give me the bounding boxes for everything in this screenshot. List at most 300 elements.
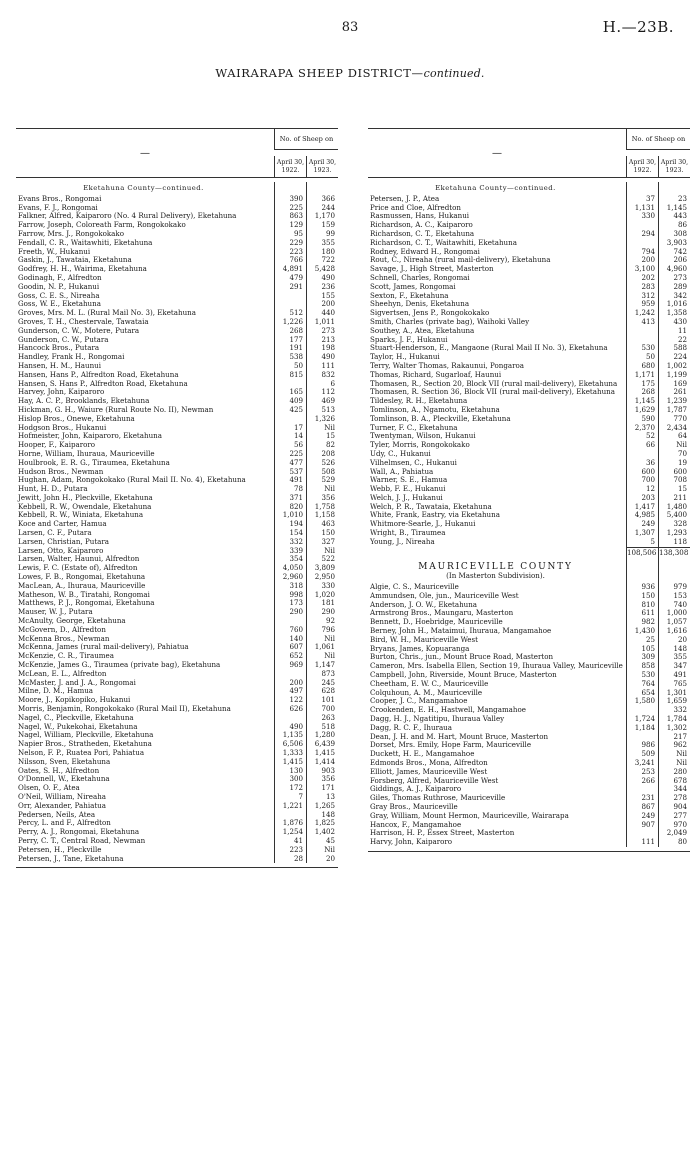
header-blank: — (492, 147, 502, 159)
owner-name: Dorset, Mrs. Emily, Hope Farm, Mauriceville (370, 740, 532, 750)
sheep-1923: 327 (306, 538, 338, 547)
sheep-1922: 173 (274, 599, 306, 608)
sheep-1923: 440 (306, 309, 338, 318)
sheep-1923: 208 (306, 450, 338, 459)
owner-name: Dean, J. H. and M. Hart, Mount Bruce, Masterton (370, 731, 549, 741)
sheep-1923: 217 (658, 733, 690, 742)
sheep-1922: 140 (274, 635, 306, 644)
header-group: No. of Sheep on (274, 129, 338, 150)
sheep-1922: 986 (626, 741, 658, 750)
sheep-1922: 253 (626, 768, 658, 777)
sheep-1922: 1,171 (626, 371, 658, 380)
sheep-1922: 36 (626, 459, 658, 468)
sheep-1922: 177 (274, 336, 306, 345)
owner-name: Gaskin, J., Tawataia, Eketahuna (18, 255, 132, 265)
owner-name: Bird, W. H., Mauriceville West (370, 634, 478, 644)
report-id: H.—23B. (602, 18, 674, 36)
sheep-1923: Nil (306, 846, 338, 855)
owner-name: Morris, Benjamin, Rongokokako (Rural Mail II), Eketahuna (18, 704, 231, 714)
owner-name: Hislop Bros., Onewe, Eketahuna (18, 413, 135, 423)
sheep-1922: 858 (626, 662, 658, 671)
header-col-1923: April 30, 1923. (658, 156, 690, 177)
page-number: 83 (341, 20, 359, 35)
owner-name: Groves, Mrs. M. L. (Rural Mail No. 3), Eketahuna (18, 308, 196, 318)
owner-name: Smith, Charles (private bag), Waihoki Valley (370, 316, 530, 326)
sheep-1923: 600 (658, 468, 690, 477)
owner-name: Hughan, Adam, Rongokokako (Rural Mail II. No. 4), Eketahuna (18, 475, 246, 485)
owner-name: Hay, A. C. P., Brooklands, Eketahuna (18, 396, 150, 406)
owner-name: Anderson, J. O. W., Eketahuna (370, 599, 478, 609)
sheep-1923: 155 (306, 292, 338, 301)
sheep-1922: 680 (626, 362, 658, 371)
owner-name: Koce and Carter, Hamua (18, 519, 107, 529)
sheep-1923: 903 (306, 767, 338, 776)
sheep-1922: 150 (626, 592, 658, 601)
sheep-1922: 794 (626, 248, 658, 257)
sheep-1923: 5,428 (306, 265, 338, 274)
sheep-1923: 765 (658, 680, 690, 689)
sheep-1923: 92 (306, 617, 338, 626)
sheep-1922: 1,131 (626, 204, 658, 213)
owner-name: Warner, S. E., Hamua (370, 475, 448, 485)
owner-name: Gray Bros., Mauriceville (370, 801, 458, 811)
sheep-1923: 101 (306, 696, 338, 705)
sheep-1922: 1,876 (274, 819, 306, 828)
owner-name: Colquhoun, A. M., Mauriceville (370, 687, 483, 697)
sheep-1922: 172 (274, 784, 306, 793)
sheep-1923: 171 (306, 784, 338, 793)
sheep-1923: 469 (306, 397, 338, 406)
sheep-1923: 5,400 (658, 511, 690, 520)
sheep-1922: 1,254 (274, 828, 306, 837)
sheep-1923: 1,280 (306, 731, 338, 740)
sheep-1922: 332 (274, 538, 306, 547)
owner-name: Evans, F. J., Rongomai (18, 202, 98, 212)
sheep-1922: 225 (274, 450, 306, 459)
owner-name: Cheetham, E. W. C., Mauriceville (370, 678, 489, 688)
owner-name: White, Frank, Eastry, via Eketahuna (370, 510, 500, 520)
owner-name: Sexton, F., Eketahuna (370, 290, 449, 300)
owner-name: Harrison, H. P., Essex Street, Masterton (370, 828, 515, 838)
owner-name: Savage, J., High Street, Masterton (370, 264, 494, 274)
sheep-1922: 390 (274, 195, 306, 204)
owner-name: Fendall, C. R., Waitawhiti, Eketahuna (18, 237, 153, 247)
owner-name: MAURICEVILLE COUNTY (418, 562, 573, 573)
owner-name: Godinagh, F., Alfredton (18, 272, 102, 282)
sheep-1923: 678 (658, 777, 690, 786)
sheep-1923: 356 (306, 494, 338, 503)
owner-name: Freeth, W., Hukanui (18, 246, 91, 256)
sheep-1922 (626, 557, 658, 572)
owner-name: Terry, Walter Thomas, Rakaunui, Pongaroa (370, 360, 525, 370)
sheep-1923: 19 (658, 459, 690, 468)
sheep-1922: 600 (626, 468, 658, 477)
sheep-1923: 3,903 (658, 239, 690, 248)
sheep-1922: 820 (274, 503, 306, 512)
sheep-1923: 366 (306, 195, 338, 204)
sheep-1923: 490 (306, 274, 338, 283)
sheep-1922: 509 (626, 750, 658, 759)
owner-name: Webb, F. E., Hukanui (370, 484, 446, 494)
sheep-1922: 371 (274, 494, 306, 503)
owner-name: Schnell, Charles, Rongomai (370, 272, 470, 282)
owner-name: Giddings, A. J., Kaiparoro (370, 784, 462, 794)
sheep-1923: Nil (306, 424, 338, 433)
sheep-1922: 1,307 (626, 529, 658, 538)
sheep-1923: 112 (306, 388, 338, 397)
sheep-1922: 1,724 (626, 715, 658, 724)
sheep-1922: 652 (274, 652, 306, 661)
owner-name: McMaster, J. and J. A., Rongomai (18, 677, 136, 687)
owner-name: Rasmussen, Hans, Hukanui (370, 211, 470, 221)
owner-name: Goodin, N. P., Hukanui (18, 281, 100, 291)
sheep-1923: 513 (306, 406, 338, 415)
owner-name: Richardson, C. T., Waitawhiti, Eketahuna (370, 237, 517, 247)
sheep-1923: 1,239 (658, 397, 690, 406)
sheep-1922: 41 (274, 837, 306, 846)
sheep-1923: 148 (658, 645, 690, 654)
sheep-1923: 1,326 (306, 415, 338, 424)
sheep-1923: 1,659 (658, 697, 690, 706)
sheep-1923: 280 (658, 768, 690, 777)
sheep-1923: Nil (306, 547, 338, 556)
owner-name: Larsen, C. F., Putara (18, 528, 92, 538)
sheep-1922: 1,145 (626, 397, 658, 406)
owner-name: Stuart-Henderson, E., Mangaone (Rural Mail II No. 3), Eketahuna (370, 343, 608, 353)
owner-name: Lowes, F. B., Rongomai, Eketahuna (18, 572, 146, 582)
sheep-1922: 52 (626, 432, 658, 441)
owner-name: Thomasen, R. Section 36, Block VII (rural mail-delivery), Eketahuna (370, 387, 615, 397)
header-col-1922: April 30, 1922. (274, 156, 306, 177)
table-left (16, 128, 338, 868)
sheep-1922: 12 (626, 485, 658, 494)
sheep-1923: 277 (658, 812, 690, 821)
sheep-1922: 175 (626, 380, 658, 389)
sheep-1922 (626, 327, 658, 336)
owner-name: Taylor, H., Hukanui (370, 352, 440, 362)
owner-name: Wall, A., Pahiatua (370, 466, 434, 476)
sheep-1922: 1,226 (274, 318, 306, 327)
owner-name: Gunderson, C. W., Putara (18, 334, 109, 344)
owner-name: Rodney, Edward H., Rongomai (370, 246, 480, 256)
owner-name: Sigvertsen, Jens P., Rongokokako (370, 308, 490, 318)
sheep-1922: 998 (274, 591, 306, 600)
sheep-1922 (274, 182, 306, 195)
sheep-1922: 225 (274, 204, 306, 213)
owner-name: Sheehyn, Denis, Eketahuna (370, 299, 470, 309)
sheep-1923: 962 (658, 741, 690, 750)
sheep-1923: 443 (658, 212, 690, 221)
owner-name: Berney, John H., Mataimui, Ihuraua, Mangamahoe (370, 626, 552, 636)
sheep-1922: 479 (274, 274, 306, 283)
owner-name: Ammundsen, Ole, jun., Mauriceville West (370, 590, 519, 600)
sheep-1922: 354 (274, 555, 306, 564)
sheep-1923: 261 (658, 388, 690, 397)
sheep-1923: 6 (306, 380, 338, 389)
owner-name: Hancox, F., Mangamahoe (370, 819, 462, 829)
owner-name: Cameron, Mrs. Isabella Ellen, Section 19, Ihuraua Valley, Mauriceville (370, 661, 623, 671)
owner-name: McGovern, D., Alfredton (18, 624, 106, 634)
sheep-1922: 14 (274, 432, 306, 441)
sheep-1922: 626 (274, 705, 306, 714)
owner-name: Evans Bros., Rongomai (18, 193, 102, 203)
sheep-1922: 4,985 (626, 511, 658, 520)
county-title (368, 557, 690, 572)
owner-name: Nagel, W., Pukekohai, Eketahuna (18, 721, 138, 731)
sheep-1923: Nil (306, 652, 338, 661)
sheep-1922: 223 (274, 248, 306, 257)
sheep-1923: 342 (658, 292, 690, 301)
sheep-1923: 1,000 (658, 609, 690, 618)
sheep-1922: 1,135 (274, 731, 306, 740)
sheep-1923: 1,293 (658, 529, 690, 538)
sheep-1922 (626, 182, 658, 195)
table-body (368, 178, 690, 851)
owner-name: Welch, J. J., Hukanui (370, 492, 443, 502)
sheep-1923 (306, 182, 338, 195)
sheep-1922: 477 (274, 459, 306, 468)
owner-name: Larsen, Christian, Putara (18, 536, 110, 546)
owner-name: Goss, C. E. S., Nireaha (18, 290, 100, 300)
owner-name: Gunderson, C. W., Motere, Putara (18, 325, 140, 335)
sheep-1922: 959 (626, 300, 658, 309)
title-continued: continued. (423, 67, 485, 80)
sheep-1923: 970 (658, 821, 690, 830)
owner-name: Milne, D. M., Hamua (18, 686, 93, 696)
sheep-1922: 425 (274, 406, 306, 415)
table-header (368, 129, 690, 178)
owner-name: Bryans, James, Kopuaranga (370, 643, 470, 653)
sheep-1923: 2,049 (658, 829, 690, 838)
sheep-1923: 770 (658, 415, 690, 424)
sheep-1922: 538 (274, 353, 306, 362)
owner-name: O'Neil, William, Nireaha (18, 791, 107, 801)
sheep-1922: 122 (274, 696, 306, 705)
sheep-1922: 760 (274, 626, 306, 635)
owner-name: Twentyman, Wilson, Hukanui (370, 431, 476, 441)
sheep-1922: 1,184 (626, 724, 658, 733)
sheep-1923: 628 (306, 687, 338, 696)
sheep-1923: 245 (306, 679, 338, 688)
owner-name: Hunt, H. D., Putara (18, 484, 88, 494)
sheep-1923: 64 (658, 432, 690, 441)
sheep-1922: 223 (274, 846, 306, 855)
owner-name: Hancock Bros., Putara (18, 343, 100, 353)
sheep-1923: 796 (306, 626, 338, 635)
sheep-1923: 289 (658, 283, 690, 292)
sheep-1923: 2,434 (658, 424, 690, 433)
owner-name: Nagel, C., Pleckville, Eketahuna (18, 712, 134, 722)
owner-name: O'Donnell, W., Eketahuna (18, 774, 110, 784)
owner-name: Godfrey, H. H., Wairima, Eketahuna (18, 264, 147, 274)
sheep-1922: 1,242 (626, 309, 658, 318)
sheep-1922: 982 (626, 618, 658, 627)
sheep-1922: 1,417 (626, 503, 658, 512)
owner-name: Matheson, W. B., Tiratahi, Rongomai (18, 589, 150, 599)
owner-name: Petersen, H., Pleckville (18, 844, 102, 854)
sheep-1923: 308 (658, 230, 690, 239)
sheep-1923: 181 (306, 599, 338, 608)
sheep-1922: 200 (626, 256, 658, 265)
sheep-1922: 590 (626, 415, 658, 424)
owner-name: Welch, P. R., Tawataia, Eketahuna (370, 501, 492, 511)
sheep-1923: 1,784 (658, 715, 690, 724)
sheep-1923: 588 (658, 344, 690, 353)
sheep-1922: 330 (626, 212, 658, 221)
table-row (368, 838, 690, 847)
sheep-1922: 66 (626, 441, 658, 450)
sheep-1923: 150 (306, 529, 338, 538)
sheep-1923: 355 (306, 239, 338, 248)
owner-name: Farrow, Mrs. J., Rongokokako (18, 228, 124, 238)
owner-name (368, 547, 626, 558)
sheep-1923: 206 (658, 256, 690, 265)
sheep-1923: 159 (306, 221, 338, 230)
owner-name: Oates, S. H., Alfredton (18, 765, 100, 775)
owner-name: Falkner, Alfred, Kaiparoro (No. 4 Rural Delivery), Eketahuna (18, 211, 237, 221)
sheep-1922: 1,221 (274, 802, 306, 811)
sheep-1923: 347 (658, 662, 690, 671)
sheep-1922: 95 (274, 230, 306, 239)
owner-name: Sparks, J. F., Hukanui (370, 334, 448, 344)
sheep-1923: 1,480 (658, 503, 690, 512)
sheep-1922 (274, 292, 306, 301)
sheep-1922: 50 (626, 353, 658, 362)
owner-name: Groves, T. H., Chestervale, Tawataia (18, 316, 149, 326)
sheep-1922: 249 (626, 520, 658, 529)
sheep-1923: 344 (658, 785, 690, 794)
owner-name: Richardson, A. C., Kaiparoro (370, 220, 473, 230)
owner-name: Eketahuna County—continued. (435, 184, 556, 192)
sheep-1923: 355 (658, 653, 690, 662)
sheep-1923: 1,265 (306, 802, 338, 811)
sheep-1923: 13 (306, 793, 338, 802)
owner-name: McLean, E. L., Alfredton (18, 668, 107, 678)
owner-name: Edmonds Bros., Mona, Alfredton (370, 758, 488, 767)
sheep-1923: 15 (658, 485, 690, 494)
sheep-1922: 294 (626, 230, 658, 239)
sheep-1922: 815 (274, 371, 306, 380)
sheep-1922: 78 (274, 485, 306, 494)
sheep-1923: 70 (658, 450, 690, 459)
sheep-1922: 17 (274, 424, 306, 433)
owner-name: McKenna Bros., Newman (18, 633, 110, 643)
owner-name: Vilhelmsen, C., Hukanui (370, 457, 457, 467)
sheep-1923: 20 (658, 636, 690, 645)
owner-name: Houlbrook, E. R. G., Tiraumea, Eketahuna (18, 457, 170, 467)
owner-name: Horne, William, Ihuraua, Mauriceville (18, 448, 155, 458)
sheep-1923: 2,950 (306, 573, 338, 582)
owner-name: MacLean, A., Ihuraua, Mauriceville (18, 580, 146, 590)
sheep-1922: 537 (274, 468, 306, 477)
owner-name: Udy, C., Hukanui (370, 448, 431, 458)
owner-name: Tomlinson, A., Ngamotu, Eketahuna (370, 404, 500, 414)
sheep-1922: 810 (626, 601, 658, 610)
sheep-1923: 1,787 (658, 406, 690, 415)
sheep-1923: 236 (306, 283, 338, 292)
header-col-1922: April 30, 1922. (626, 156, 658, 177)
sheep-1922: 202 (626, 274, 658, 283)
owner-name: Price and Cloe, Alfredton (370, 202, 461, 212)
sheep-1923: 45 (306, 837, 338, 846)
sheep-1922: 130 (274, 767, 306, 776)
sheep-1923: 1,002 (658, 362, 690, 371)
sheep-1923: 15 (306, 432, 338, 441)
owner-name: Duckett, H. E., Mangamahoe (370, 749, 475, 759)
sheep-1923: 1,147 (306, 661, 338, 670)
sheep-1923: Nil (306, 485, 338, 494)
owner-name: Scott, James, Rongomai (370, 281, 456, 291)
sheep-1923: 1,016 (658, 300, 690, 309)
sheep-1923 (658, 557, 690, 572)
sheep-1923: 708 (658, 476, 690, 485)
sheep-1922: 1,629 (626, 406, 658, 415)
sheep-1922: 231 (626, 794, 658, 803)
sheep-1922: 936 (626, 583, 658, 592)
owner-name: Harvey, John, Kaiparoro (18, 387, 105, 397)
sheep-1923: 430 (658, 318, 690, 327)
sheep-1923: 99 (306, 230, 338, 239)
section-heading (16, 182, 338, 195)
owner-name: Pedersen, Neils, Atea (18, 809, 96, 819)
owner-name: Nelson, F. P., Ruatea Pori, Pahiatua (18, 748, 145, 757)
owner-name: Olsen, O. F., Atea (18, 783, 80, 793)
owner-name: McKenna, James (rural mail-delivery), Pahiatua (18, 642, 189, 652)
sheep-1922: 654 (626, 689, 658, 698)
sheep-1923: 11 (658, 327, 690, 336)
sheep-1923: 700 (306, 705, 338, 714)
sheep-1922: 154 (274, 529, 306, 538)
table-body (16, 178, 338, 867)
owner-name: Forsberg, Alfred, Mauriceville West (370, 775, 499, 785)
sheep-1922: 4,050 (274, 564, 306, 573)
owner-name: Burton, Chris., jun., Mount Bruce Road, Masterton (370, 652, 554, 662)
sheep-1923: 1,145 (658, 204, 690, 213)
table-header (16, 129, 338, 178)
owner-name: Harvy, John, Kaiparoro (370, 837, 453, 847)
sheep-1922: 283 (626, 283, 658, 292)
sheep-1923: Nil (658, 759, 690, 768)
sheep-1923: Nil (658, 750, 690, 759)
sheep-1923: 278 (658, 794, 690, 803)
sheep-1923: 529 (306, 476, 338, 485)
sheep-1923: 6,439 (306, 740, 338, 749)
sheep-1923: 518 (306, 723, 338, 732)
owner-name: Jewitt, John H., Pleckville, Eketahuna (18, 492, 153, 502)
sheep-1922: 28 (274, 855, 306, 864)
sheep-1923: 198 (306, 344, 338, 353)
sheep-1922: 200 (274, 679, 306, 688)
sheep-1922: 1,333 (274, 749, 306, 758)
sheep-1922: 290 (274, 608, 306, 617)
sheep-1923: 491 (658, 671, 690, 680)
owner-name: Perry, A. J., Rongomai, Eketahuna (18, 827, 140, 837)
sheep-1923: 522 (306, 555, 338, 564)
owner-name: Young, J., Nireaha (370, 536, 435, 546)
sheep-1923: 1,402 (306, 828, 338, 837)
owner-name: McKenzie, C. R., Tiraumea (18, 651, 114, 661)
sheep-1922: 530 (626, 344, 658, 353)
sheep-1923: 200 (306, 300, 338, 309)
sheep-1922: 1,010 (274, 511, 306, 520)
owner-name: Thomas, Richard, Sugarloaf, Haunui (370, 369, 502, 379)
owner-name: Hansen, S. Hans P., Alfredton Road, Eketahuna (18, 378, 188, 388)
sheep-1923: 180 (306, 248, 338, 257)
owner-name: Richardson, C. T., Eketahuna (370, 228, 475, 238)
sheep-1922: 907 (626, 821, 658, 830)
sheep-1923: 330 (306, 582, 338, 591)
sheep-1922: 300 (274, 775, 306, 784)
